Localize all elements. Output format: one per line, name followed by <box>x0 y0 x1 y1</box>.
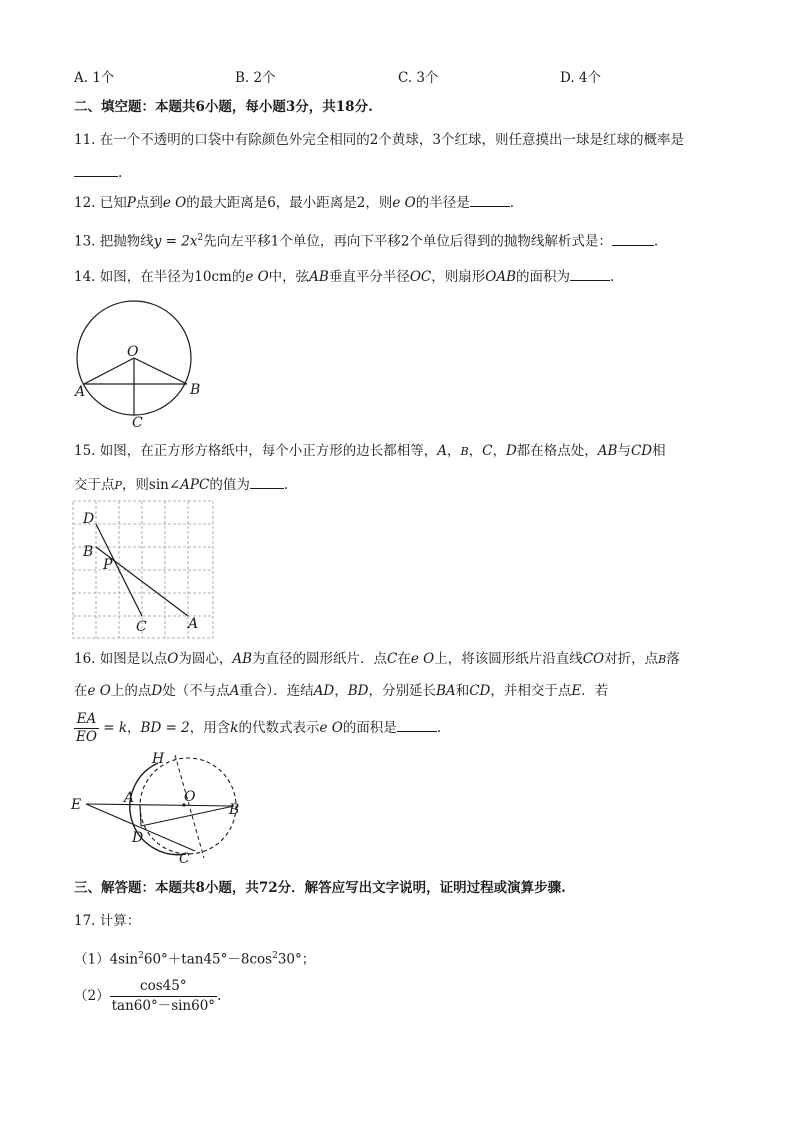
q15-sep-1: ， <box>447 443 461 459</box>
q16-text-17: 的面积是 <box>342 720 397 736</box>
q14-end: . <box>610 269 615 285</box>
q16-segment-ba: BA <box>436 683 456 699</box>
q16-text-6: 对折，点 <box>604 651 659 667</box>
q17-part-2-denominator: tan60°－sin60° <box>111 998 216 1014</box>
q14-text-3: 垂直平分半径 <box>328 269 410 285</box>
q17-part-2-end: . <box>217 988 222 1004</box>
fig16-label-o: O <box>184 789 196 805</box>
fig16-line-eb <box>86 804 234 806</box>
q15-answer-blank <box>250 474 284 489</box>
q16-text-3: 为直径的圆形纸片．点 <box>252 651 388 667</box>
q15-text-2: 都在格点处， <box>516 443 598 459</box>
q15-text-1: 15. 如图，在正方形方格纸中，每个小正方形的边长都相等， <box>74 443 438 459</box>
q14-circle-symbol: e O <box>245 269 269 285</box>
q13-answer-blank <box>612 231 654 246</box>
q14-text-1: 14. 如图，在半径为10cm的 <box>74 269 246 285</box>
fig14-label-a: A <box>75 384 86 400</box>
section-2-heading: 二、填空题：本题共6小题，每小题3分，共18分. <box>74 99 373 115</box>
q15-sep-2: ， <box>468 443 483 459</box>
question-15-line-1 <box>74 442 666 461</box>
question-14 <box>74 266 614 286</box>
option-a: A. 1个 <box>74 70 115 86</box>
fig14-label-c: C <box>132 415 143 431</box>
q15-sep-3: ， <box>492 443 506 459</box>
q16-fraction-ea-eo <box>74 711 99 746</box>
q11-answer-blank <box>74 162 118 177</box>
q16-and: 和 <box>455 683 470 699</box>
fig14-segment-oa <box>84 358 134 384</box>
q14-answer-blank <box>570 266 610 281</box>
q15-text-3: 相 <box>652 443 666 459</box>
q16-text-2: 为圆心， <box>178 651 233 667</box>
q15-point-c: C <box>482 443 493 459</box>
question-11-answer-line <box>74 162 122 182</box>
fig16-fold-line-co <box>175 755 204 858</box>
q17-part-2-fraction <box>110 977 217 1016</box>
q15-and: 与 <box>617 443 631 459</box>
fig14-label-b: B <box>190 382 201 398</box>
fig15-label-b: B <box>83 544 94 560</box>
fig16-segment-db <box>141 806 234 826</box>
q15-text-6: 的值为 <box>209 477 250 493</box>
q16-text-8: 在 <box>74 683 88 699</box>
fig14-segment-ob <box>134 358 187 384</box>
question-13 <box>74 229 658 251</box>
fig15-label-c: C <box>136 619 147 635</box>
q12-circle-symbol-2: e O <box>392 195 416 211</box>
q16-segment-bd: BD <box>347 683 369 699</box>
q14-text-5: 的面积为 <box>516 269 570 285</box>
q11-end: . <box>118 165 123 181</box>
q13-formula: y = 2x <box>153 233 198 250</box>
q15-text-5: ，则 <box>121 477 149 493</box>
q15-line-cd: CD <box>630 443 653 459</box>
q16-circle-symbol-3: e O <box>319 720 343 736</box>
section-3-heading: 三、解答题：本题共8小题，共72分．解答应写出文字说明，证明过程或演算步骤. <box>74 880 566 896</box>
question-17-part-2 <box>74 976 221 1016</box>
q12-answer-blank <box>470 192 510 207</box>
q16-end: . <box>436 720 442 736</box>
q17-part-1-exp-2: 2 <box>272 951 278 961</box>
q16-circle-symbol-2: e O <box>87 683 111 699</box>
q16-variable-k: k <box>230 720 239 736</box>
question-12 <box>74 192 514 212</box>
q15-line-ab: AB <box>597 443 618 459</box>
q16-point-e: E <box>571 683 582 699</box>
fig16-label-c: C <box>179 851 190 867</box>
q13-text-1: 13. 把抛物线 <box>74 233 154 250</box>
q13-exponent: 2 <box>197 233 204 243</box>
q15-point-b: B <box>460 445 469 458</box>
q13-end: . <box>653 233 659 250</box>
q16-text-12: ，分别延长 <box>368 683 437 699</box>
q14-text-4: ，则扇形 <box>431 269 486 285</box>
q16-point-c: C <box>387 651 398 667</box>
q17-part-2-numerator: cos45° <box>110 977 217 997</box>
fig16-label-d: D <box>132 830 144 846</box>
question-15-line-2 <box>74 474 288 495</box>
q15-point-a: A <box>437 443 448 459</box>
question-16-line-3 <box>74 710 441 746</box>
q17-part-1-label: （1） <box>74 951 110 968</box>
q16-text-14: ．若 <box>581 683 609 699</box>
q16-text-10: 处（不与点 <box>162 683 230 699</box>
q16-segment-cd: CD <box>469 683 491 699</box>
q16-fraction-numerator: EA <box>74 711 99 729</box>
fig15-label-a: A <box>188 616 199 632</box>
q15-text-4: 交于点 <box>74 477 115 493</box>
question-17-part-1 <box>74 947 315 969</box>
q17-part-1-expr-3: 30°； <box>277 951 316 968</box>
q16-text-16: 的代数式表示 <box>238 720 320 736</box>
q16-diameter-ab: AB <box>232 651 253 667</box>
fig16-segment-ad <box>140 805 141 826</box>
q14-sector-oab: OAB <box>485 269 516 285</box>
fig16-label-b: B <box>229 802 240 818</box>
q17-part-1-expr-1: 4sin <box>109 951 139 968</box>
q12-text-4: 的半径是 <box>415 195 470 211</box>
q15-angle-apc: APC <box>180 477 210 493</box>
q15-sin-angle: sin∠ <box>148 477 181 493</box>
q16-text-11: 重合）．连结 <box>239 683 314 699</box>
figure-14-circle-diagram <box>70 296 220 432</box>
q15-point-d: D <box>505 443 517 459</box>
q16-point-a: A <box>229 683 240 699</box>
q17-part-2-label: （2） <box>74 988 110 1004</box>
q17-part-1-expr-2: 60°＋tan45°－8cos <box>143 951 273 968</box>
q16-equals-k: = k <box>103 720 128 736</box>
q14-chord-ab: AB <box>309 269 329 285</box>
q12-text-3: 的最大距离是6，最小距离是2，则 <box>186 195 393 211</box>
q12-point-p: P <box>126 195 136 211</box>
q12-end: . <box>509 195 515 211</box>
q16-line-co: CO <box>582 651 605 667</box>
fig16-label-h: H <box>152 751 165 767</box>
fig15-label-d: D <box>83 511 95 527</box>
q16-answer-blank <box>397 717 437 732</box>
q12-text-2: 点到 <box>135 195 163 211</box>
q12-circle-symbol-1: e O <box>162 195 187 211</box>
q16-bd-equals-2: BD = 2 <box>140 720 190 736</box>
q11-text: 11. 在一个不透明的口袋中有除颜色外完全相同的2个黄球，3个红球，则任意摸出一球是红球的概率是 <box>74 132 684 148</box>
q15-point-p: P <box>114 479 122 492</box>
q16-text-15: ，用含 <box>189 720 231 736</box>
fig14-label-o: O <box>127 344 139 360</box>
q16-text-5: 上，将该圆形纸片沿直线 <box>434 651 583 667</box>
option-d: D. 4个 <box>560 70 602 86</box>
q16-text-1: 16. 如图是以点 <box>74 651 168 667</box>
question-16-line-1 <box>74 650 680 669</box>
q14-radius-oc: OC <box>409 269 432 285</box>
q16-point-d: D <box>151 683 163 699</box>
q12-text-1: 12. 已知 <box>74 195 127 211</box>
fig16-label-e: E <box>71 797 82 813</box>
fig16-label-a: A <box>124 790 135 806</box>
q16-text-4: 在 <box>397 651 411 667</box>
q16-text-9: 上的点 <box>110 683 152 699</box>
q16-text-7: 落 <box>666 651 680 667</box>
q16-text-13: ，并相交于点 <box>490 683 572 699</box>
question-16-line-2 <box>74 682 608 700</box>
q16-sep-2: ， <box>127 720 141 736</box>
option-c: C. 3个 <box>398 70 439 86</box>
q16-sep-1: ， <box>334 683 348 699</box>
q16-segment-ad: AD <box>313 683 335 699</box>
figure-16-fold-diagram <box>66 746 256 870</box>
question-17-title: 17. 计算： <box>74 913 141 929</box>
q16-fraction-denominator: EO <box>76 729 97 745</box>
q16-point-o: O <box>167 651 179 667</box>
option-b: B. 2个 <box>235 70 276 86</box>
q15-end: . <box>283 477 289 493</box>
q16-point-b: B <box>658 653 667 666</box>
q13-text-2: 先向左平移1个单位，再向下平移2个单位后得到的抛物线解析式是： <box>203 233 612 250</box>
q17-part-1-exp-1: 2 <box>138 951 144 961</box>
fig15-label-p: P <box>103 557 113 573</box>
q14-text-2: 中，弦 <box>268 269 310 285</box>
figure-15-grid-diagram <box>72 500 216 640</box>
q16-circle-symbol-1: e O <box>410 651 435 667</box>
question-11 <box>74 131 684 149</box>
